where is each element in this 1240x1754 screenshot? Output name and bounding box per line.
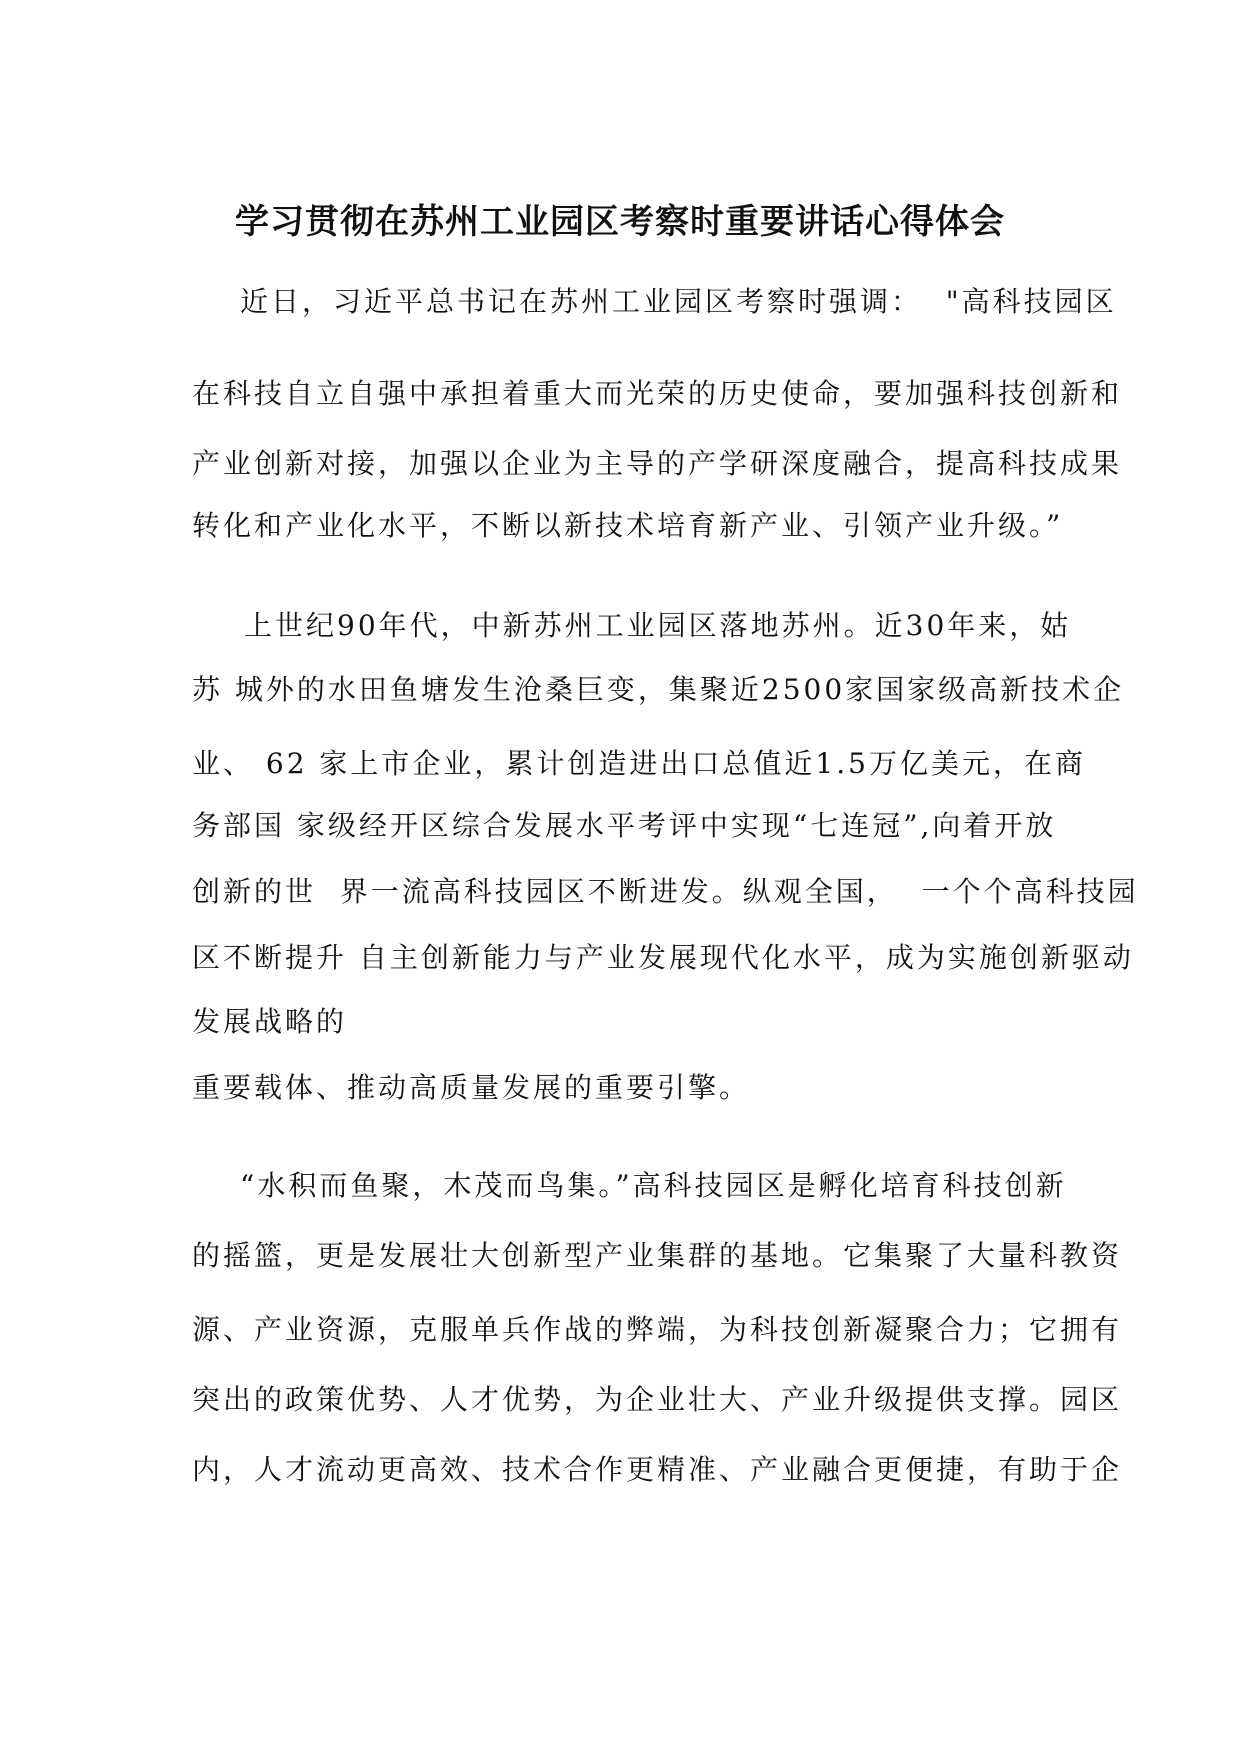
paragraph-2-line-8: 重要载体、推动高质量发展的重要引擎。 (192, 1071, 751, 1104)
paragraph-3-line-1: “水积而鱼聚，木茂而鸟集。”高科技园区是孵化培育科技创新 (240, 1169, 1067, 1202)
paragraph-2-line-5: 创新的世 界一流高科技园区不断进发。纵观全国， 一个个高科技园 (192, 875, 1139, 908)
paragraph-2-line-2: 苏 城外的水田鱼塘发生沧桑巨变，集聚近2500家国家级高新技术企 (192, 673, 1125, 706)
paragraph-1-line-2: 在科技自立自强中承担着重大而光荣的历史使命，要加强科技创新和 (192, 377, 1123, 410)
paragraph-2-line-3: 业、 62 家上市企业，累计创造进出口总值近1.5万亿美元，在商 (192, 747, 1086, 780)
paragraph-1-line-1: 近日，习近平总书记在苏州工业园区考察时强调： "高科技园区 (240, 285, 1117, 318)
paragraph-3-line-3: 源、产业资源，克服单兵作战的弊端，为科技创新凝聚合力；它拥有 (192, 1313, 1123, 1346)
paragraph-2-line-6: 区不断提升 自主创新能力与产业发展现代化水平，成为实施创新驱动 (192, 941, 1134, 974)
paragraph-3-line-5: 内，人才流动更高效、技术合作更精准、产业融合更便捷，有助于企 (192, 1453, 1123, 1486)
paragraph-1-line-4: 转化和产业化水平，不断以新技术培育新产业、引领产业升级。” (192, 509, 1064, 542)
paragraph-1-line-3: 产业创新对接，加强以企业为主导的产学研深度融合，提高科技成果 (192, 447, 1123, 480)
paragraph-3-line-4: 突出的政策优势、人才优势，为企业壮大、产业升级提供支撑。园区 (192, 1383, 1123, 1416)
paragraph-3-line-2: 的摇篮，更是发展壮大创新型产业集群的基地。它集聚了大量科教资 (192, 1239, 1123, 1272)
paragraph-2-line-1: 上世纪90年代，中新苏州工业园区落地苏州。近30年来，姑 (244, 609, 1072, 642)
paragraph-2-line-7: 发展战略的 (192, 1005, 348, 1038)
page-title: 学习贯彻在苏州工业园区考察时重要讲话心得体会 (235, 202, 1005, 242)
paragraph-2-line-4: 务部国 家级经开区综合发展水平考评中实现“七连冠”,向着开放 (192, 809, 1057, 842)
